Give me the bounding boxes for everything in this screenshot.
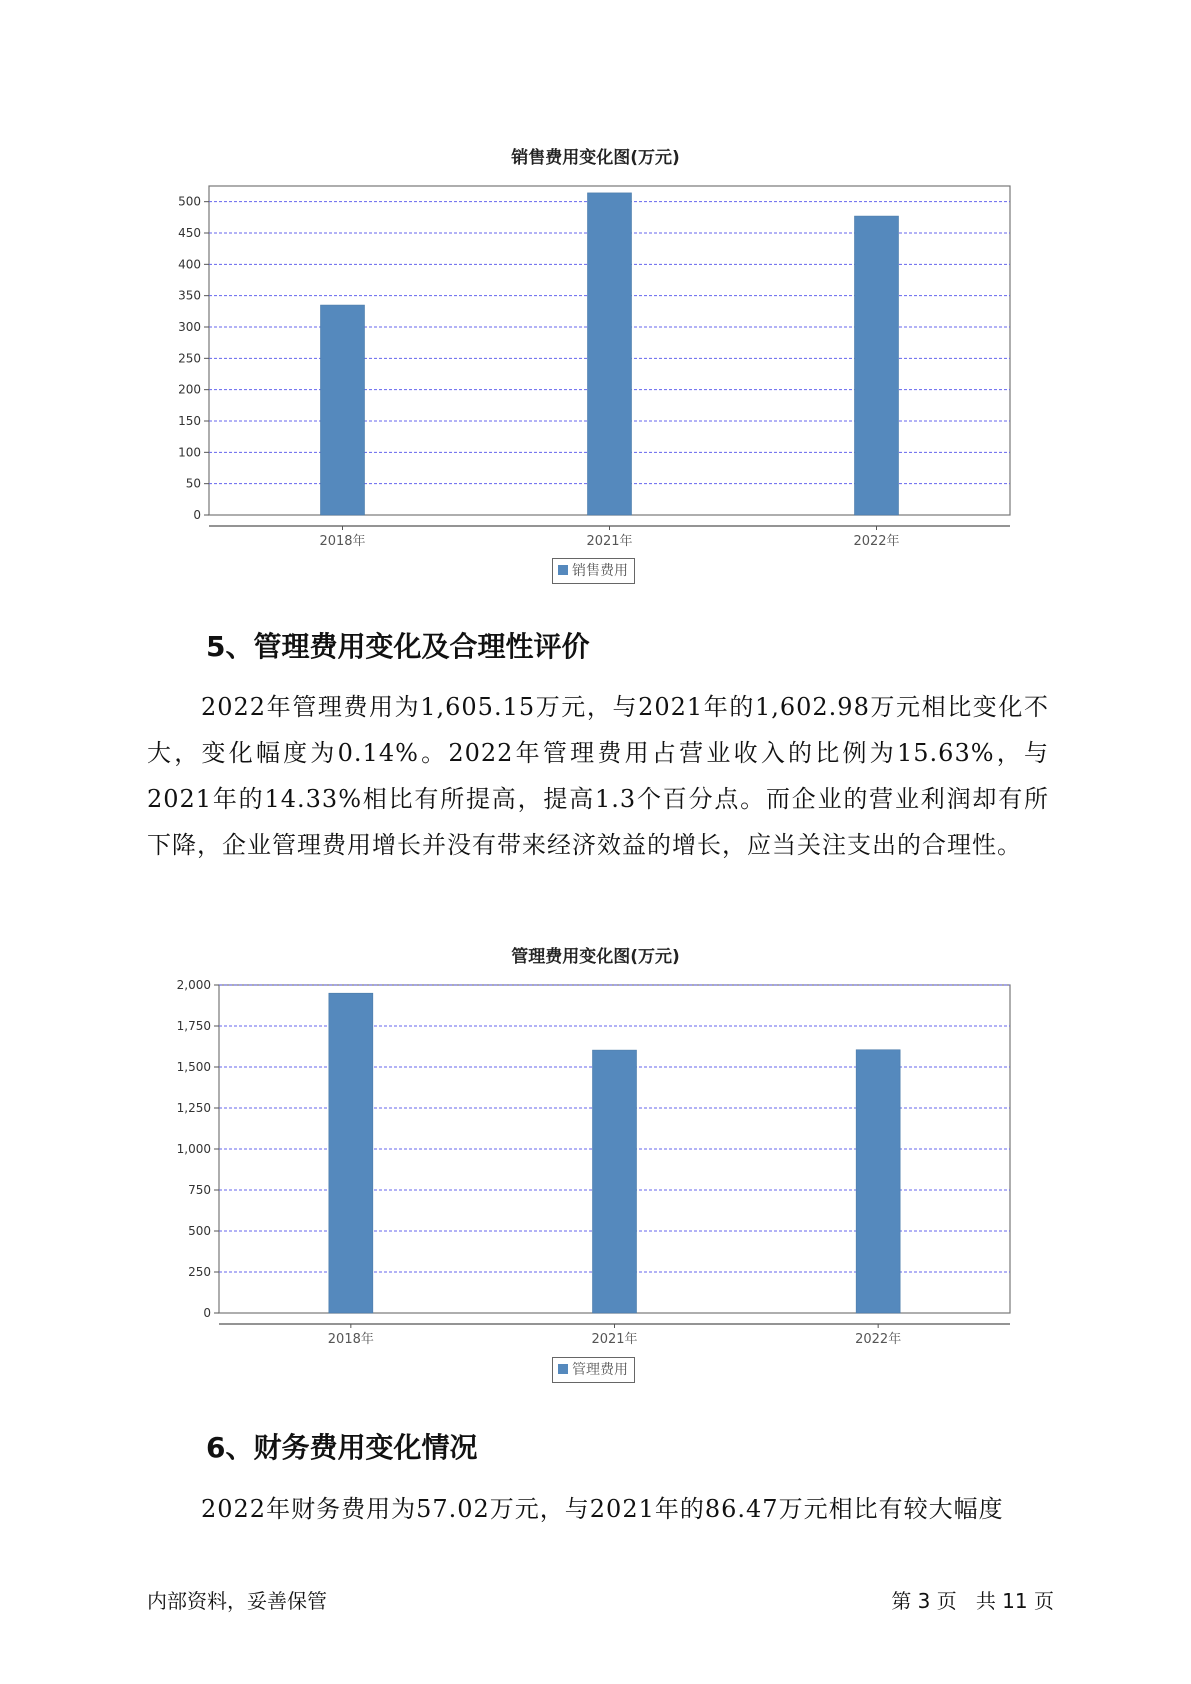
bar-2022年 (856, 1050, 900, 1313)
y-tick-label: 750 (188, 1183, 211, 1197)
legend-swatch (558, 1364, 568, 1374)
y-tick-label: 450 (178, 226, 201, 240)
y-tick-label: 150 (178, 414, 201, 428)
section-5-heading: 5、管理费用变化及合理性评价 (206, 630, 590, 663)
section-6-heading: 6、财务费用变化情况 (206, 1431, 478, 1464)
x-tick-label: 2018年 (319, 534, 366, 549)
y-tick-label: 1,750 (176, 1019, 211, 1033)
y-tick-label: 50 (185, 476, 201, 491)
x-tick-label: 2021年 (586, 534, 633, 549)
admin-chart-legend (552, 1357, 635, 1383)
y-tick-label: 250 (178, 351, 201, 366)
y-tick-label: 1,500 (176, 1060, 211, 1074)
x-tick-label: 2022年 (853, 534, 900, 549)
section-6-paragraph: 2022年财务费用为57.02万元，与2021年的86.47万元相比有较大幅度 (201, 1495, 1004, 1523)
y-tick-label: 500 (188, 1224, 211, 1238)
admin-chart-title: 管理费用变化图(万元) (511, 947, 680, 967)
bar-2018年 (329, 993, 373, 1313)
x-tick-label: 2018年 (327, 1332, 374, 1347)
y-tick-label: 0 (193, 508, 201, 522)
footer-page-number: 第 3 页 共 11 页 (891, 1589, 1054, 1613)
y-tick-label: 1,250 (176, 1101, 211, 1115)
y-tick-label: 1,000 (176, 1142, 211, 1156)
y-tick-label: 100 (178, 445, 201, 460)
y-tick-label: 300 (178, 320, 201, 334)
x-tick-label: 2022年 (855, 1332, 902, 1347)
sales-legend-label: 销售费用 (572, 563, 628, 579)
section-5-paragraph: 2022年管理费用为1,605.15万元，与2021年的1,602.98万元相比变化不大，变化幅度为0.14%。2022年管理费用占营业收入的比例为15.63%，与2021年的14.33%相比有所提高，提高1.3个百分点。而企业的营业利润却有所下降，企业管理费用增长并没有带来经济效益的增长，应当关注支出的合理性。 (147, 693, 1049, 859)
y-tick-label: 0 (203, 1306, 211, 1320)
y-tick-label: 250 (188, 1265, 211, 1279)
x-tick-label: 2021年 (591, 1332, 638, 1347)
admin-legend-label: 管理费用 (572, 1362, 628, 1378)
sales-chart-title: 销售费用变化图(万元) (511, 148, 680, 168)
footer-confidential-note: 内部资料，妥善保管 (147, 1589, 327, 1613)
y-tick-label: 400 (178, 257, 201, 272)
bar-2021年 (593, 1050, 637, 1313)
y-tick-label: 200 (178, 382, 201, 397)
y-tick-label: 500 (178, 194, 201, 209)
y-tick-label: 2,000 (176, 978, 211, 992)
y-tick-label: 350 (178, 288, 201, 303)
